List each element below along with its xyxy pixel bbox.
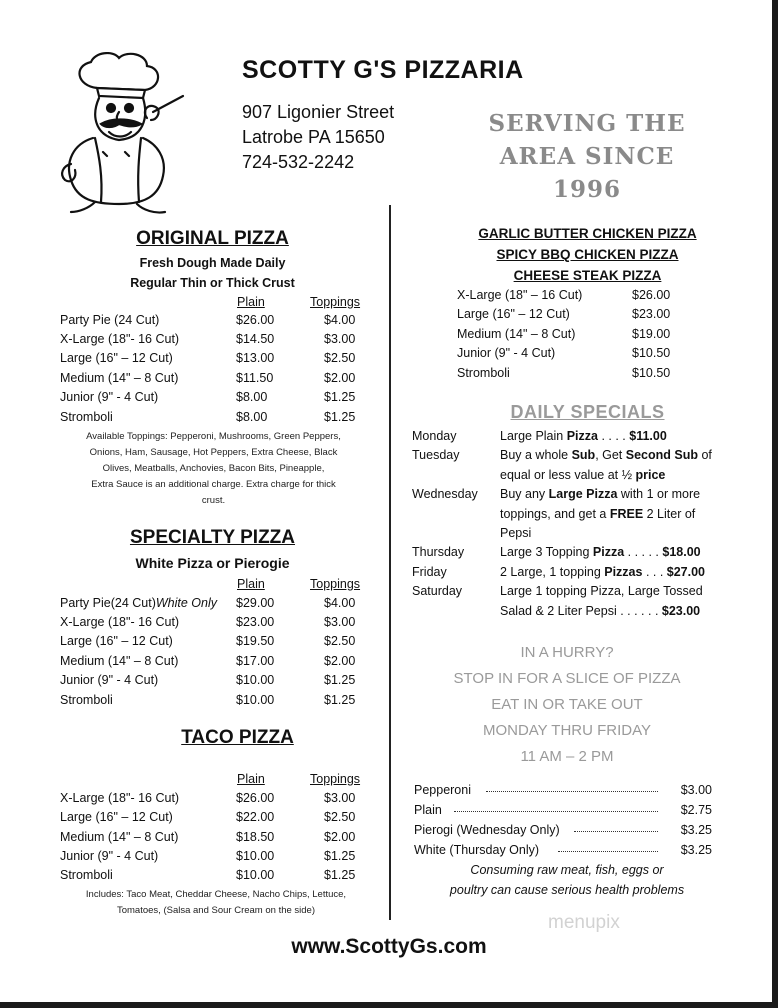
size-name: Medium (14" – 8 Cut)	[60, 654, 179, 668]
specialty-row	[60, 615, 380, 634]
desc-bold: Pizzas	[604, 565, 643, 579]
size-name: Junior (9" - 4 Cut)	[60, 673, 159, 687]
original-subtitle-2: Regular Thin or Thick Crust	[130, 276, 295, 290]
topping-price: $2.50	[324, 634, 356, 648]
plain-price: $10.00	[236, 673, 275, 687]
plain-price: $8.00	[236, 410, 268, 424]
special-desc	[500, 427, 722, 447]
gourmet-row	[457, 307, 717, 326]
phone-number[interactable]: 724-532-2242	[242, 152, 355, 172]
size-name: Medium (14" – 8 Cut)	[60, 371, 179, 385]
gourmet-row	[457, 366, 717, 385]
gourmet-row	[457, 346, 717, 365]
slice-row	[414, 823, 712, 843]
plain-price: $10.00	[236, 868, 275, 882]
topping-price: $4.00	[324, 313, 356, 327]
desc-dots: . . . . .	[624, 545, 663, 559]
specialty-row	[60, 673, 380, 692]
taco-note-line: Includes: Taco Meat, Cheddar Cheese, Nacho Chips, Lettuce,	[85, 889, 347, 900]
specialty-row	[60, 654, 380, 673]
serving-line-2: AREA SINCE 1996	[499, 143, 675, 203]
topping-price: $2.00	[324, 371, 356, 385]
specialty-pizza-title: SPECIALTY PIZZA	[129, 527, 296, 548]
size-name: Large (16" – 12 Cut)	[457, 307, 570, 321]
taco-row	[60, 810, 380, 829]
taco-row	[60, 791, 380, 810]
size-name	[60, 596, 217, 610]
size-name: Large (16" – 12 Cut)	[60, 810, 173, 824]
plain-price: $19.50	[236, 634, 275, 648]
desc-text: , Get	[595, 448, 626, 462]
price: $26.00	[632, 288, 671, 302]
topping-price: $1.25	[324, 410, 356, 424]
gourmet-row	[457, 327, 717, 346]
topping-price: $4.00	[324, 596, 356, 610]
address-city: Latrobe PA 15650	[242, 127, 385, 147]
taco-pizza-title: TACO PIZZA	[181, 727, 294, 748]
website-link[interactable]: www.ScottyGs.com	[291, 935, 487, 958]
plain-price: $11.50	[236, 371, 274, 385]
white-only-label: White Only	[155, 596, 218, 610]
plain-price: $26.00	[236, 313, 275, 327]
desc-text: 2 Liter of Pepsi	[500, 506, 696, 540]
plain-price: $10.00	[236, 693, 275, 707]
desc-text: 2 Large, 1 topping	[500, 565, 605, 579]
plain-price: $18.50	[236, 830, 275, 844]
original-row	[60, 410, 380, 429]
special-desc	[500, 446, 722, 485]
lunch-slice-promo	[412, 640, 722, 770]
slice-name: Pepperoni	[414, 783, 471, 797]
special-desc	[500, 543, 722, 563]
desc-bold: Large Pizza	[548, 487, 618, 501]
slice-row	[414, 803, 712, 823]
serving-since-banner	[462, 107, 712, 206]
restaurant-name: SCOTTY G'S PIZZARIA	[242, 56, 524, 84]
price: $23.00	[632, 307, 671, 321]
hurry-line: STOP IN FOR A SLICE OF PIZZA	[453, 670, 681, 687]
plain-price: $13.00	[236, 351, 275, 365]
dot-leader	[486, 791, 658, 792]
size-name: Junior (9" - 4 Cut)	[457, 346, 556, 360]
taco-col-plain: Plain	[237, 772, 265, 786]
size-name: X-Large (18"- 16 Cut)	[60, 332, 180, 346]
desc-bold: Sub	[571, 448, 596, 462]
desc-bold: Second Sub	[625, 448, 698, 462]
address-street: 907 Ligonier Street	[242, 102, 395, 122]
slice-price: $3.25	[680, 823, 712, 837]
topping-price: $1.25	[324, 693, 356, 707]
food-safety-warning	[412, 860, 722, 900]
special-desc	[500, 582, 722, 621]
desc-text: Large 3 Topping	[500, 545, 593, 559]
taco-note-line: Tomatoes, (Salsa and Sour Cream on the side)	[116, 905, 315, 916]
size-name: Medium (14" – 8 Cut)	[457, 327, 576, 341]
scan-edge-right	[772, 0, 778, 1008]
special-desc	[500, 485, 722, 544]
special-price: $11.00	[629, 429, 667, 443]
size-name: Large (16" – 12 Cut)	[60, 351, 173, 365]
size-name: X-Large (18" – 16 Cut)	[457, 288, 583, 302]
size-name: Stromboli	[60, 868, 113, 882]
desc-text: Large Plain	[500, 429, 567, 443]
hurry-line: MONDAY THRU FRIDAY	[482, 722, 652, 739]
hurry-line: 11 AM – 2 PM	[520, 748, 614, 765]
plain-price: $14.50	[236, 332, 275, 346]
desc-text: Buy a whole	[500, 448, 572, 462]
garlic-butter-chicken-title: GARLIC BUTTER CHICKEN PIZZA	[478, 226, 697, 241]
cheese-steak-title: CHEESE STEAK PIZZA	[513, 268, 662, 283]
plain-price: $23.00	[236, 615, 275, 629]
day-label: Friday	[412, 565, 447, 579]
topping-price: $1.25	[324, 849, 356, 863]
specialty-subtitle: White Pizza or Pierogie	[135, 555, 290, 571]
dot-leader	[558, 851, 658, 852]
spicy-bbq-chicken-title: SPICY BBQ CHICKEN PIZZA	[496, 247, 679, 262]
topping-price: $3.00	[324, 791, 356, 805]
slice-price: $3.25	[680, 843, 712, 857]
price: $19.00	[632, 327, 671, 341]
special-desc	[500, 563, 722, 583]
toppings-note-line: Extra Sauce is an additional charge. Extra charge for thick	[91, 479, 336, 490]
hurry-line: IN A HURRY?	[520, 644, 614, 661]
original-row	[60, 332, 380, 351]
size-name: Stromboli	[457, 366, 510, 380]
slice-row	[414, 783, 712, 803]
desc-text: Buy any	[500, 487, 549, 501]
toppings-note	[56, 429, 371, 509]
specialty-col-plain: Plain	[237, 577, 265, 591]
hurry-line: EAT IN OR TAKE OUT	[491, 696, 643, 713]
day-label: Monday	[412, 429, 457, 443]
desc-text: Large 1 topping Pizza, Large Tossed	[500, 584, 703, 598]
topping-price: $1.25	[324, 390, 356, 404]
scan-edge-bottom	[0, 1002, 778, 1008]
specialty-row	[60, 693, 380, 712]
column-divider	[389, 205, 391, 920]
slice-price: $3.00	[680, 783, 712, 797]
original-subtitle-1: Fresh Dough Made Daily	[139, 256, 286, 270]
toppings-note-line: Onions, Ham, Sausage, Hot Peppers, Extra Cheese, Black	[89, 447, 338, 458]
size-name-text: Party Pie(24 Cut)	[60, 596, 156, 610]
size-name: Stromboli	[60, 693, 113, 707]
serving-line-1: SERVING THE	[488, 110, 686, 137]
specialty-row	[60, 634, 380, 653]
day-label: Tuesday	[412, 448, 460, 462]
plain-price: $8.00	[236, 390, 268, 404]
desc-bold: price	[635, 467, 666, 482]
taco-row	[60, 849, 380, 868]
original-col-toppings: Toppings	[310, 295, 361, 309]
specialty-col-toppings: Toppings	[310, 577, 361, 591]
desc-dots: . . .	[642, 565, 667, 579]
day-label: Saturday	[412, 584, 463, 598]
warning-line: Consuming raw meat, fish, eggs or	[470, 863, 664, 877]
size-name: X-Large (18"- 16 Cut)	[60, 615, 180, 629]
size-name: Junior (9" - 4 Cut)	[60, 849, 159, 863]
topping-price: $1.25	[324, 673, 356, 687]
toppings-note-line: Olives, Meatballs, Anchovies, Bacon Bits, Pineapple,	[102, 463, 325, 474]
day-label: Wednesday	[412, 487, 478, 501]
original-row	[60, 390, 380, 409]
slice-name: White (Thursday Only)	[414, 843, 540, 857]
desc-bold: Pizza	[566, 429, 598, 443]
toppings-note-line: Available Toppings: Pepperoni, Mushrooms, Green Peppers,	[86, 431, 341, 442]
special-price: $23.00	[661, 603, 701, 618]
gourmet-row	[457, 288, 717, 307]
size-name: Party Pie (24 Cut)	[60, 313, 160, 327]
taco-col-toppings: Toppings	[310, 772, 361, 786]
topping-price: $1.25	[324, 868, 356, 882]
taco-row	[60, 830, 380, 849]
desc-text: of equal or less value at ½	[500, 448, 712, 482]
contact-block	[242, 100, 394, 175]
desc-dots: . . . .	[597, 429, 630, 443]
topping-price: $3.00	[324, 332, 356, 346]
plain-price: $29.00	[236, 596, 275, 610]
size-name: Large (16" – 12 Cut)	[60, 634, 173, 648]
desc-text: with 1 or more toppings, and get a	[500, 487, 701, 521]
size-name: Medium (14" – 8 Cut)	[60, 830, 179, 844]
warning-line: poultry can cause serious health problems	[449, 883, 685, 897]
toppings-note-line: crust.	[201, 495, 226, 506]
desc-bold: FREE	[609, 506, 644, 521]
topping-price: $2.00	[324, 654, 356, 668]
special-price: $18.00	[662, 545, 701, 559]
topping-price: $2.00	[324, 830, 356, 844]
chef-illustration	[55, 52, 190, 217]
daily-specials-title: DAILY SPECIALS	[510, 402, 665, 422]
size-name: Junior (9" - 4 Cut)	[60, 390, 159, 404]
original-pizza-title: ORIGINAL PIZZA	[136, 228, 289, 249]
plain-price: $26.00	[236, 791, 275, 805]
slice-price: $2.75	[680, 803, 712, 817]
original-row	[60, 371, 380, 390]
specialty-row	[60, 596, 380, 615]
size-name: X-Large (18"- 16 Cut)	[60, 791, 180, 805]
plain-price: $17.00	[236, 654, 275, 668]
special-price: $27.00	[666, 565, 706, 579]
dot-leader	[574, 831, 658, 832]
desc-text: Salad & 2 Liter Pepsi . . . . . .	[500, 603, 659, 618]
desc-bold: Pizza	[592, 545, 625, 559]
taco-includes-note	[56, 887, 376, 919]
taco-row	[60, 868, 380, 887]
topping-price: $2.50	[324, 810, 356, 824]
plain-price: $10.00	[236, 849, 275, 863]
slice-name: Plain	[414, 803, 442, 817]
original-row	[60, 351, 380, 370]
price: $10.50	[632, 366, 671, 380]
topping-price: $3.00	[324, 615, 356, 629]
plain-price: $22.00	[236, 810, 275, 824]
size-name: Stromboli	[60, 410, 113, 424]
day-label: Thursday	[412, 545, 465, 559]
slice-name: Pierogi (Wednesday Only)	[414, 823, 560, 837]
original-col-plain: Plain	[237, 295, 265, 309]
menupix-watermark: menupix	[548, 912, 620, 933]
topping-price: $2.50	[324, 351, 356, 365]
dot-leader	[454, 811, 658, 812]
original-row	[60, 313, 380, 332]
price: $10.50	[632, 346, 671, 360]
